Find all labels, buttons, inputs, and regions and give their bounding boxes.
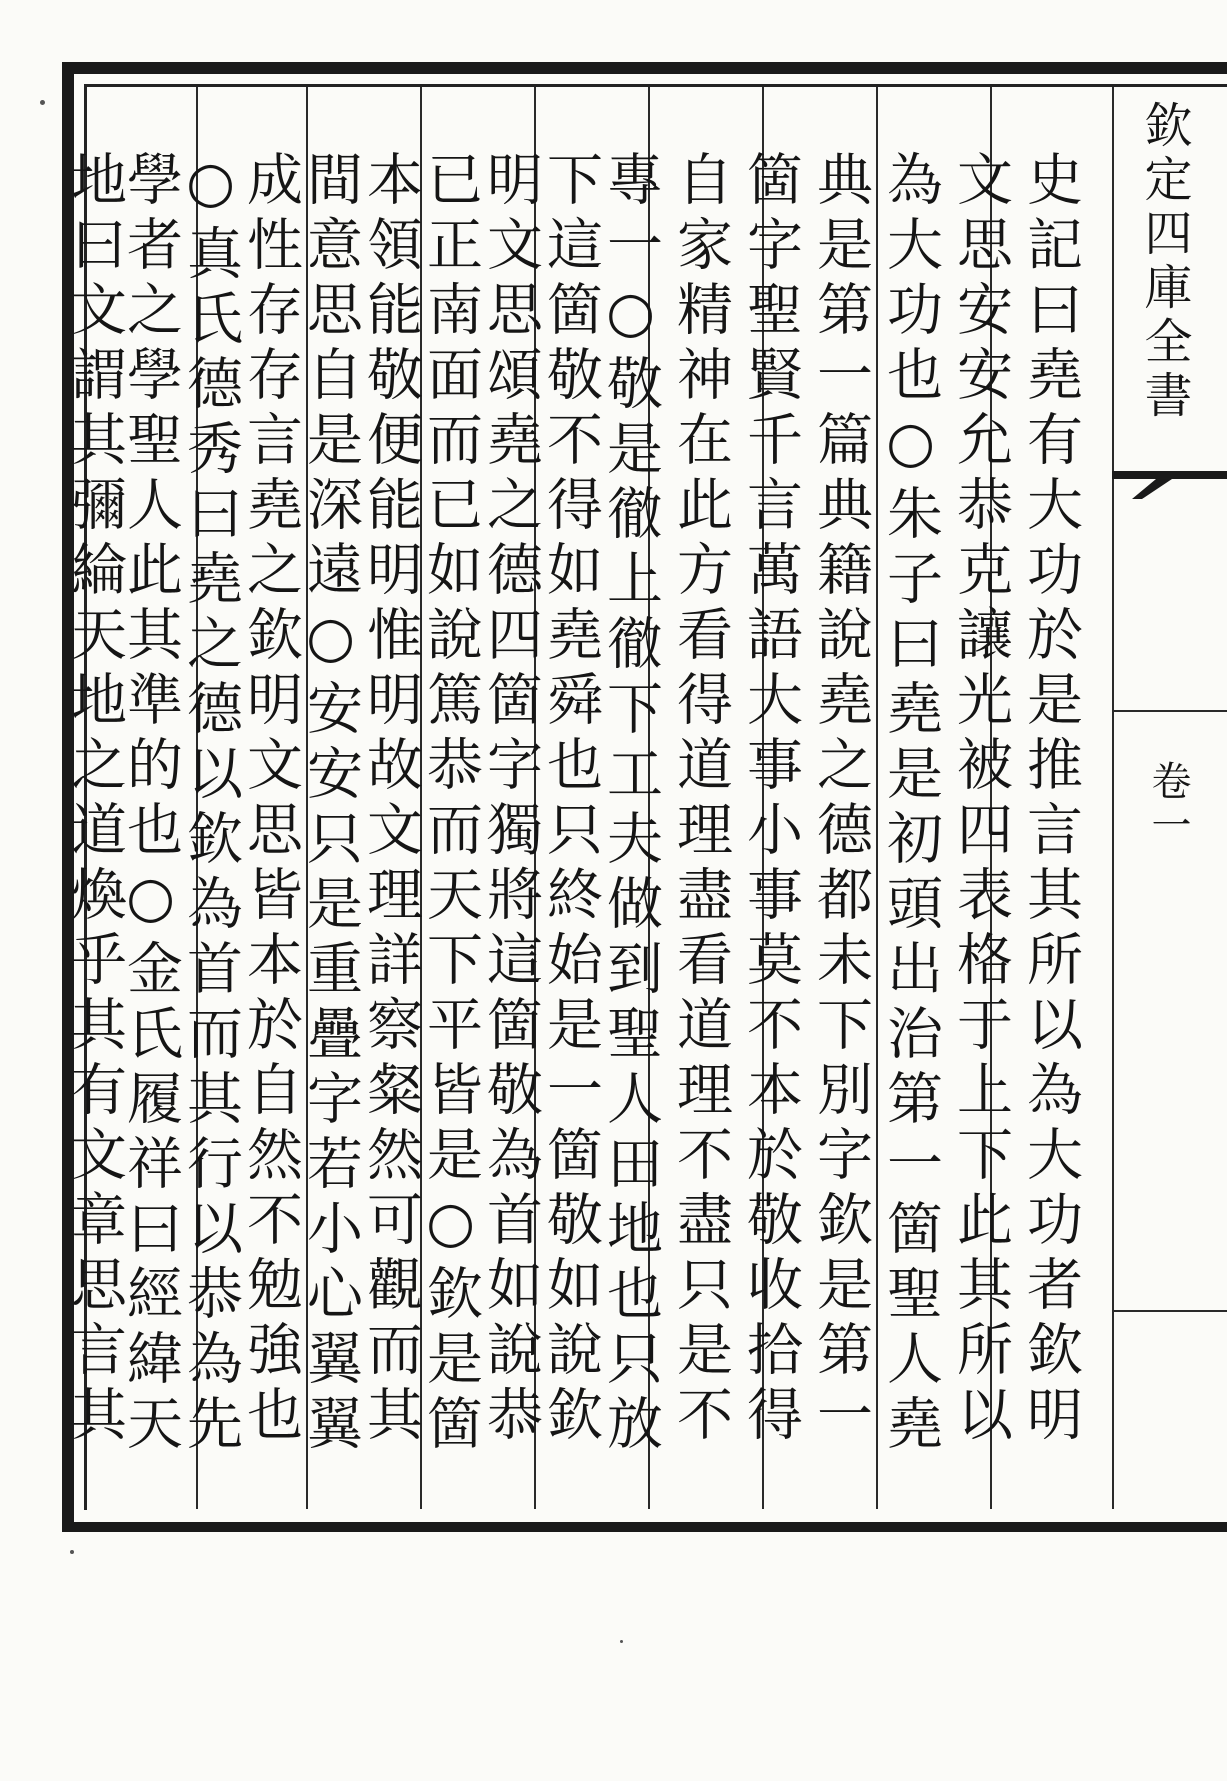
column-text: 成性存存言堯之欽明文思皆本於自然不勉強也 — [238, 150, 303, 1450]
column-text: 本領能敬便能明惟明故文理詳察粲然可觀而其 — [358, 150, 423, 1450]
column-text: 地曰文謂其彌綸天地之道煥乎其有文章思言其 — [62, 150, 127, 1450]
scan-speck — [70, 1550, 74, 1554]
book-title: 欽定四庫全書 — [1136, 100, 1192, 424]
text-column — [358, 150, 423, 1490]
scan-speck — [40, 100, 45, 105]
column-text: 典是第一篇典籍說堯之德都未下別字欽是第一 — [808, 150, 873, 1450]
text-column — [598, 150, 663, 1490]
column-text: ○真氏德秀曰堯之德以欽為首而其行以恭為先 — [178, 150, 243, 1459]
column-text: 學者之學聖人此其準的也○金氏履祥曰經緯天 — [118, 150, 183, 1459]
text-column — [418, 150, 483, 1490]
text-column — [62, 150, 127, 1490]
text-column — [808, 150, 873, 1490]
text-column — [238, 150, 303, 1490]
column-text: 明文思頌堯之德四箇字獨將這箇敬為首如說恭 — [478, 150, 543, 1450]
column-text: 文思安安允恭克讓光被四表格于上下此其所以 — [948, 150, 1013, 1450]
header-tick — [1112, 710, 1227, 712]
text-column — [1018, 150, 1083, 1490]
column-text: 史記曰堯有大功於是推言其所以為大功者欽明 — [1018, 150, 1083, 1450]
column-text: 下這箇敬不得如堯舜也只終始是一箇敬如說欽 — [538, 150, 603, 1450]
column-text: 已正南面而已如說篤恭而天下平皆是○欽是箇 — [418, 150, 483, 1459]
text-column — [668, 150, 733, 1490]
column-text: 為大功也○朱子曰堯是初頭出治第一箇聖人堯 — [878, 150, 943, 1459]
column-text: 自家精神在此方看得道理盡看道理不盡只是不 — [668, 150, 733, 1450]
text-column — [878, 150, 943, 1490]
column-text: 專一○敬是徹上徹下工夫做到聖人田地也只放 — [598, 150, 663, 1459]
text-column — [178, 150, 243, 1490]
header-tick — [1112, 1310, 1227, 1312]
text-column — [948, 150, 1013, 1490]
scan-speck — [620, 1640, 623, 1643]
text-column — [298, 150, 363, 1490]
column-text: 間意思自是深遠○安安只是重疊字若小心翼翼 — [298, 150, 363, 1459]
fishtail-mark — [1112, 465, 1227, 505]
text-column — [738, 150, 803, 1490]
volume-label: 卷一 — [1145, 760, 1191, 848]
column-text: 箇字聖賢千言萬語大事小事莫不本於敬收拾得 — [738, 150, 803, 1450]
text-column — [478, 150, 543, 1490]
text-column — [118, 150, 183, 1490]
text-column — [538, 150, 603, 1490]
